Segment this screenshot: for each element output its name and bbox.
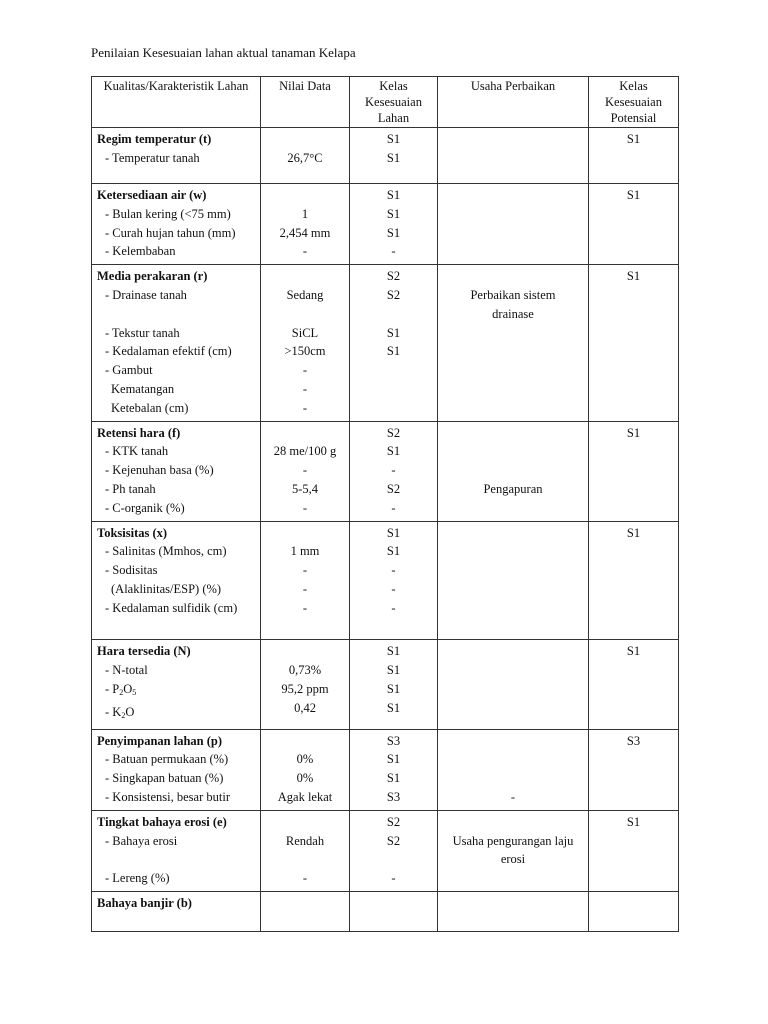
group-row-x — [92, 521, 679, 640]
row-label: - C-organik (%) — [105, 500, 185, 515]
group-x-nilai — [261, 521, 350, 640]
group-row-r — [92, 265, 679, 421]
header-row — [92, 77, 679, 128]
row-nilai: 2,454 mm — [279, 225, 331, 240]
header-nilai: Nilai Data — [261, 77, 350, 128]
group-p-labels — [92, 729, 261, 810]
group-e-potensial — [589, 810, 679, 891]
group-n-labels — [92, 640, 261, 729]
row-nilai: Rendah — [285, 833, 325, 848]
group-name: Penyimpanan lahan (p) — [97, 733, 223, 748]
group-x-kelas — [350, 521, 438, 640]
row-kelas: S2 — [386, 481, 401, 496]
group-kelas: S1 — [386, 644, 401, 659]
group-name: Tingkat bahaya erosi (e) — [97, 814, 227, 829]
group-f-nilai — [261, 421, 350, 521]
group-kelas: S1 — [386, 525, 401, 540]
group-t-potensial — [589, 128, 679, 184]
group-row-f — [92, 421, 679, 521]
group-kelas: S1 — [386, 188, 401, 202]
row-label: - Sodisitas — [105, 563, 158, 578]
group-potensial: S1 — [626, 188, 641, 202]
header-usaha: Usaha Perbaikan — [438, 77, 589, 128]
row-kelas: S1 — [386, 663, 401, 678]
row-label: - Batuan permukaan (%) — [105, 752, 229, 767]
row-nilai: 0,73% — [288, 663, 322, 678]
group-name: Media perakaran (r) — [97, 269, 208, 284]
row-kelas: S2 — [386, 833, 401, 848]
group-w-nilai — [261, 184, 350, 265]
row-label: - Gambut — [105, 363, 153, 378]
group-x-usaha — [438, 521, 589, 640]
group-row-e — [92, 810, 679, 891]
row-kelas: - — [391, 600, 396, 615]
group-t-usaha — [438, 128, 589, 184]
row-kelas: S2 — [386, 287, 401, 302]
row-label: - Kedalaman sulfidik (cm) — [105, 600, 238, 615]
group-p-potensial — [589, 729, 679, 810]
row-nilai: - — [302, 400, 308, 415]
group-row-n — [92, 640, 679, 729]
row-label: - KTK tanah — [105, 444, 169, 459]
row-kelas: - — [391, 463, 396, 478]
group-b-labels — [92, 891, 261, 931]
group-t-labels — [92, 128, 261, 184]
row-nilai: 0% — [296, 752, 314, 767]
group-x-potensial — [589, 521, 679, 640]
row-nilai: - — [302, 581, 308, 596]
group-w-usaha — [438, 184, 589, 265]
row-label: - Curah hujan tahun (mm) — [105, 225, 236, 240]
document-title: Penilaian Kesesuaian lahan aktual tanaman Kelapa — [91, 45, 356, 60]
group-potensial: S1 — [626, 525, 641, 540]
row-nilai: 26,7°C — [287, 150, 323, 165]
group-r-usaha — [438, 265, 589, 421]
row-nilai: 1 — [301, 206, 309, 221]
group-potensial: S1 — [626, 425, 641, 440]
row-kelas: - — [391, 244, 396, 259]
row-kelas: S1 — [386, 771, 401, 786]
group-row-t — [92, 128, 679, 184]
group-name: Toksisitas (x) — [97, 525, 168, 540]
row-nilai: - — [302, 500, 308, 515]
group-p-kelas — [350, 729, 438, 810]
group-e-labels — [92, 810, 261, 891]
row-kelas: S1 — [386, 752, 401, 767]
row-usaha: - — [510, 789, 516, 804]
row-label: - Kedalaman efektif (cm) — [105, 344, 232, 359]
row-nilai: Agak lekat — [277, 789, 333, 804]
row-nilai: 5-5,4 — [291, 481, 319, 496]
group-t-nilai — [261, 128, 350, 184]
row-nilai: 0,42 — [294, 700, 316, 715]
group-potensial: S1 — [626, 814, 641, 829]
row-nilai: 0% — [296, 771, 314, 786]
row-label: Kematangan — [111, 381, 175, 396]
row-kelas: S1 — [386, 325, 401, 340]
row-kelas: S1 — [386, 444, 401, 459]
group-n-potensial — [589, 640, 679, 729]
group-potensial: S1 — [626, 269, 641, 284]
row-kelas: S3 — [386, 789, 401, 804]
row-nilai: - — [302, 463, 308, 478]
row-kelas: S1 — [386, 225, 401, 240]
row-nilai: Sedang — [286, 287, 324, 302]
row-kelas: S1 — [386, 344, 401, 359]
group-e-usaha — [438, 810, 589, 891]
row-nilai: >150cm — [284, 344, 326, 359]
group-kelas: S3 — [386, 733, 401, 748]
row-label: - Temperatur tanah — [105, 150, 200, 165]
row-kelas: S1 — [386, 150, 401, 165]
group-e-kelas — [350, 810, 438, 891]
group-b-kelas — [350, 891, 438, 931]
header-kelas: Kelas Kesesuaian Lahan — [350, 77, 438, 128]
group-p-nilai — [261, 729, 350, 810]
group-f-labels — [92, 421, 261, 521]
row-kelas: - — [391, 500, 396, 515]
group-kelas: S2 — [386, 425, 401, 440]
row-label: - Bahaya erosi — [105, 833, 178, 848]
group-kelas: S2 — [386, 814, 401, 829]
row-nilai: 28 me/100 g — [273, 444, 337, 459]
group-f-kelas — [350, 421, 438, 521]
group-r-kelas — [350, 265, 438, 421]
group-e-nilai — [261, 810, 350, 891]
group-b-usaha — [438, 891, 589, 931]
row-label: - Drainase tanah — [105, 287, 187, 302]
group-potensial: S1 — [626, 132, 641, 146]
group-w-potensial — [589, 184, 679, 265]
row-label: Ketebalan (cm) — [111, 400, 189, 415]
row-label: - Salinitas (Mmhos, cm) — [105, 544, 227, 559]
group-name: Regim temperatur (t) — [97, 132, 212, 146]
row-nilai: - — [302, 600, 308, 615]
group-x-labels — [92, 521, 261, 640]
header-kualitas: Kualitas/Karakteristik Lahan — [92, 77, 261, 128]
group-kelas: S2 — [386, 269, 401, 284]
group-n-kelas — [350, 640, 438, 729]
row-nilai: - — [302, 363, 308, 378]
group-r-nilai — [261, 265, 350, 421]
row-label: - Ph tanah — [105, 481, 156, 496]
row-usaha: erosi — [500, 852, 526, 867]
row-label-k2o: - $K_2O$ — [105, 704, 135, 720]
row-kelas: S1 — [386, 206, 401, 221]
group-t-kelas — [350, 128, 438, 184]
row-label: - Kejenuhan basa (%) — [105, 463, 214, 478]
group-n-nilai — [261, 640, 350, 729]
row-label: - Kelembaban — [105, 244, 176, 259]
row-nilai: - — [302, 381, 308, 396]
group-r-potensial — [589, 265, 679, 421]
row-kelas: S1 — [386, 544, 401, 559]
row-kelas: S1 — [386, 700, 401, 715]
row-usaha: drainase — [492, 306, 534, 321]
row-kelas: - — [391, 563, 396, 578]
row-label-p2o5: - $P_2O_5$ — [105, 681, 137, 697]
row-kelas: - — [391, 581, 396, 596]
row-label: - Konsistensi, besar butir — [105, 789, 230, 804]
group-potensial: S3 — [626, 733, 641, 748]
group-row-w — [92, 184, 679, 265]
group-name: Ketersediaan air (w) — [97, 188, 207, 202]
land-suitability-table — [91, 76, 679, 932]
row-label: - Tekstur tanah — [105, 325, 180, 340]
group-name: Hara tersedia (N) — [97, 644, 191, 659]
group-w-kelas — [350, 184, 438, 265]
row-nilai: SiCL — [291, 325, 319, 340]
group-kelas: S1 — [386, 132, 401, 146]
row-label: - Bulan kering (<75 mm) — [105, 206, 231, 221]
group-f-potensial — [589, 421, 679, 521]
row-label: - N-total — [105, 663, 148, 678]
row-usaha: Perbaikan sistem — [470, 287, 556, 302]
header-potensial: Kelas Kesesuaian Potensial — [589, 77, 679, 128]
row-nilai: 1 mm — [290, 544, 320, 559]
row-usaha: Pengapuran — [483, 481, 543, 496]
group-r-labels — [92, 265, 261, 421]
group-b-nilai — [261, 891, 350, 931]
group-name: Bahaya banjir (b) — [97, 895, 192, 910]
row-label: - Singkapan batuan (%) — [105, 771, 224, 786]
row-kelas: - — [391, 871, 396, 886]
row-kelas: S1 — [386, 681, 401, 696]
group-name: Retensi hara (f) — [97, 425, 181, 440]
row-label: - Lereng (%) — [105, 871, 170, 886]
group-p-usaha — [438, 729, 589, 810]
group-w-labels — [92, 184, 261, 265]
row-nilai: - — [302, 563, 308, 578]
row-nilai: 95,2 ppm — [281, 681, 329, 696]
group-f-usaha — [438, 421, 589, 521]
row-nilai: - — [302, 244, 308, 259]
row-nilai: - — [302, 871, 308, 886]
group-b-potensial — [589, 891, 679, 931]
row-usaha: Usaha pengurangan laju — [452, 833, 574, 848]
group-row-p — [92, 729, 679, 810]
group-potensial: S1 — [626, 644, 641, 659]
group-n-usaha — [438, 640, 589, 729]
row-label: (Alaklinitas/ESP) (%) — [111, 581, 222, 596]
group-row-b — [92, 891, 679, 931]
